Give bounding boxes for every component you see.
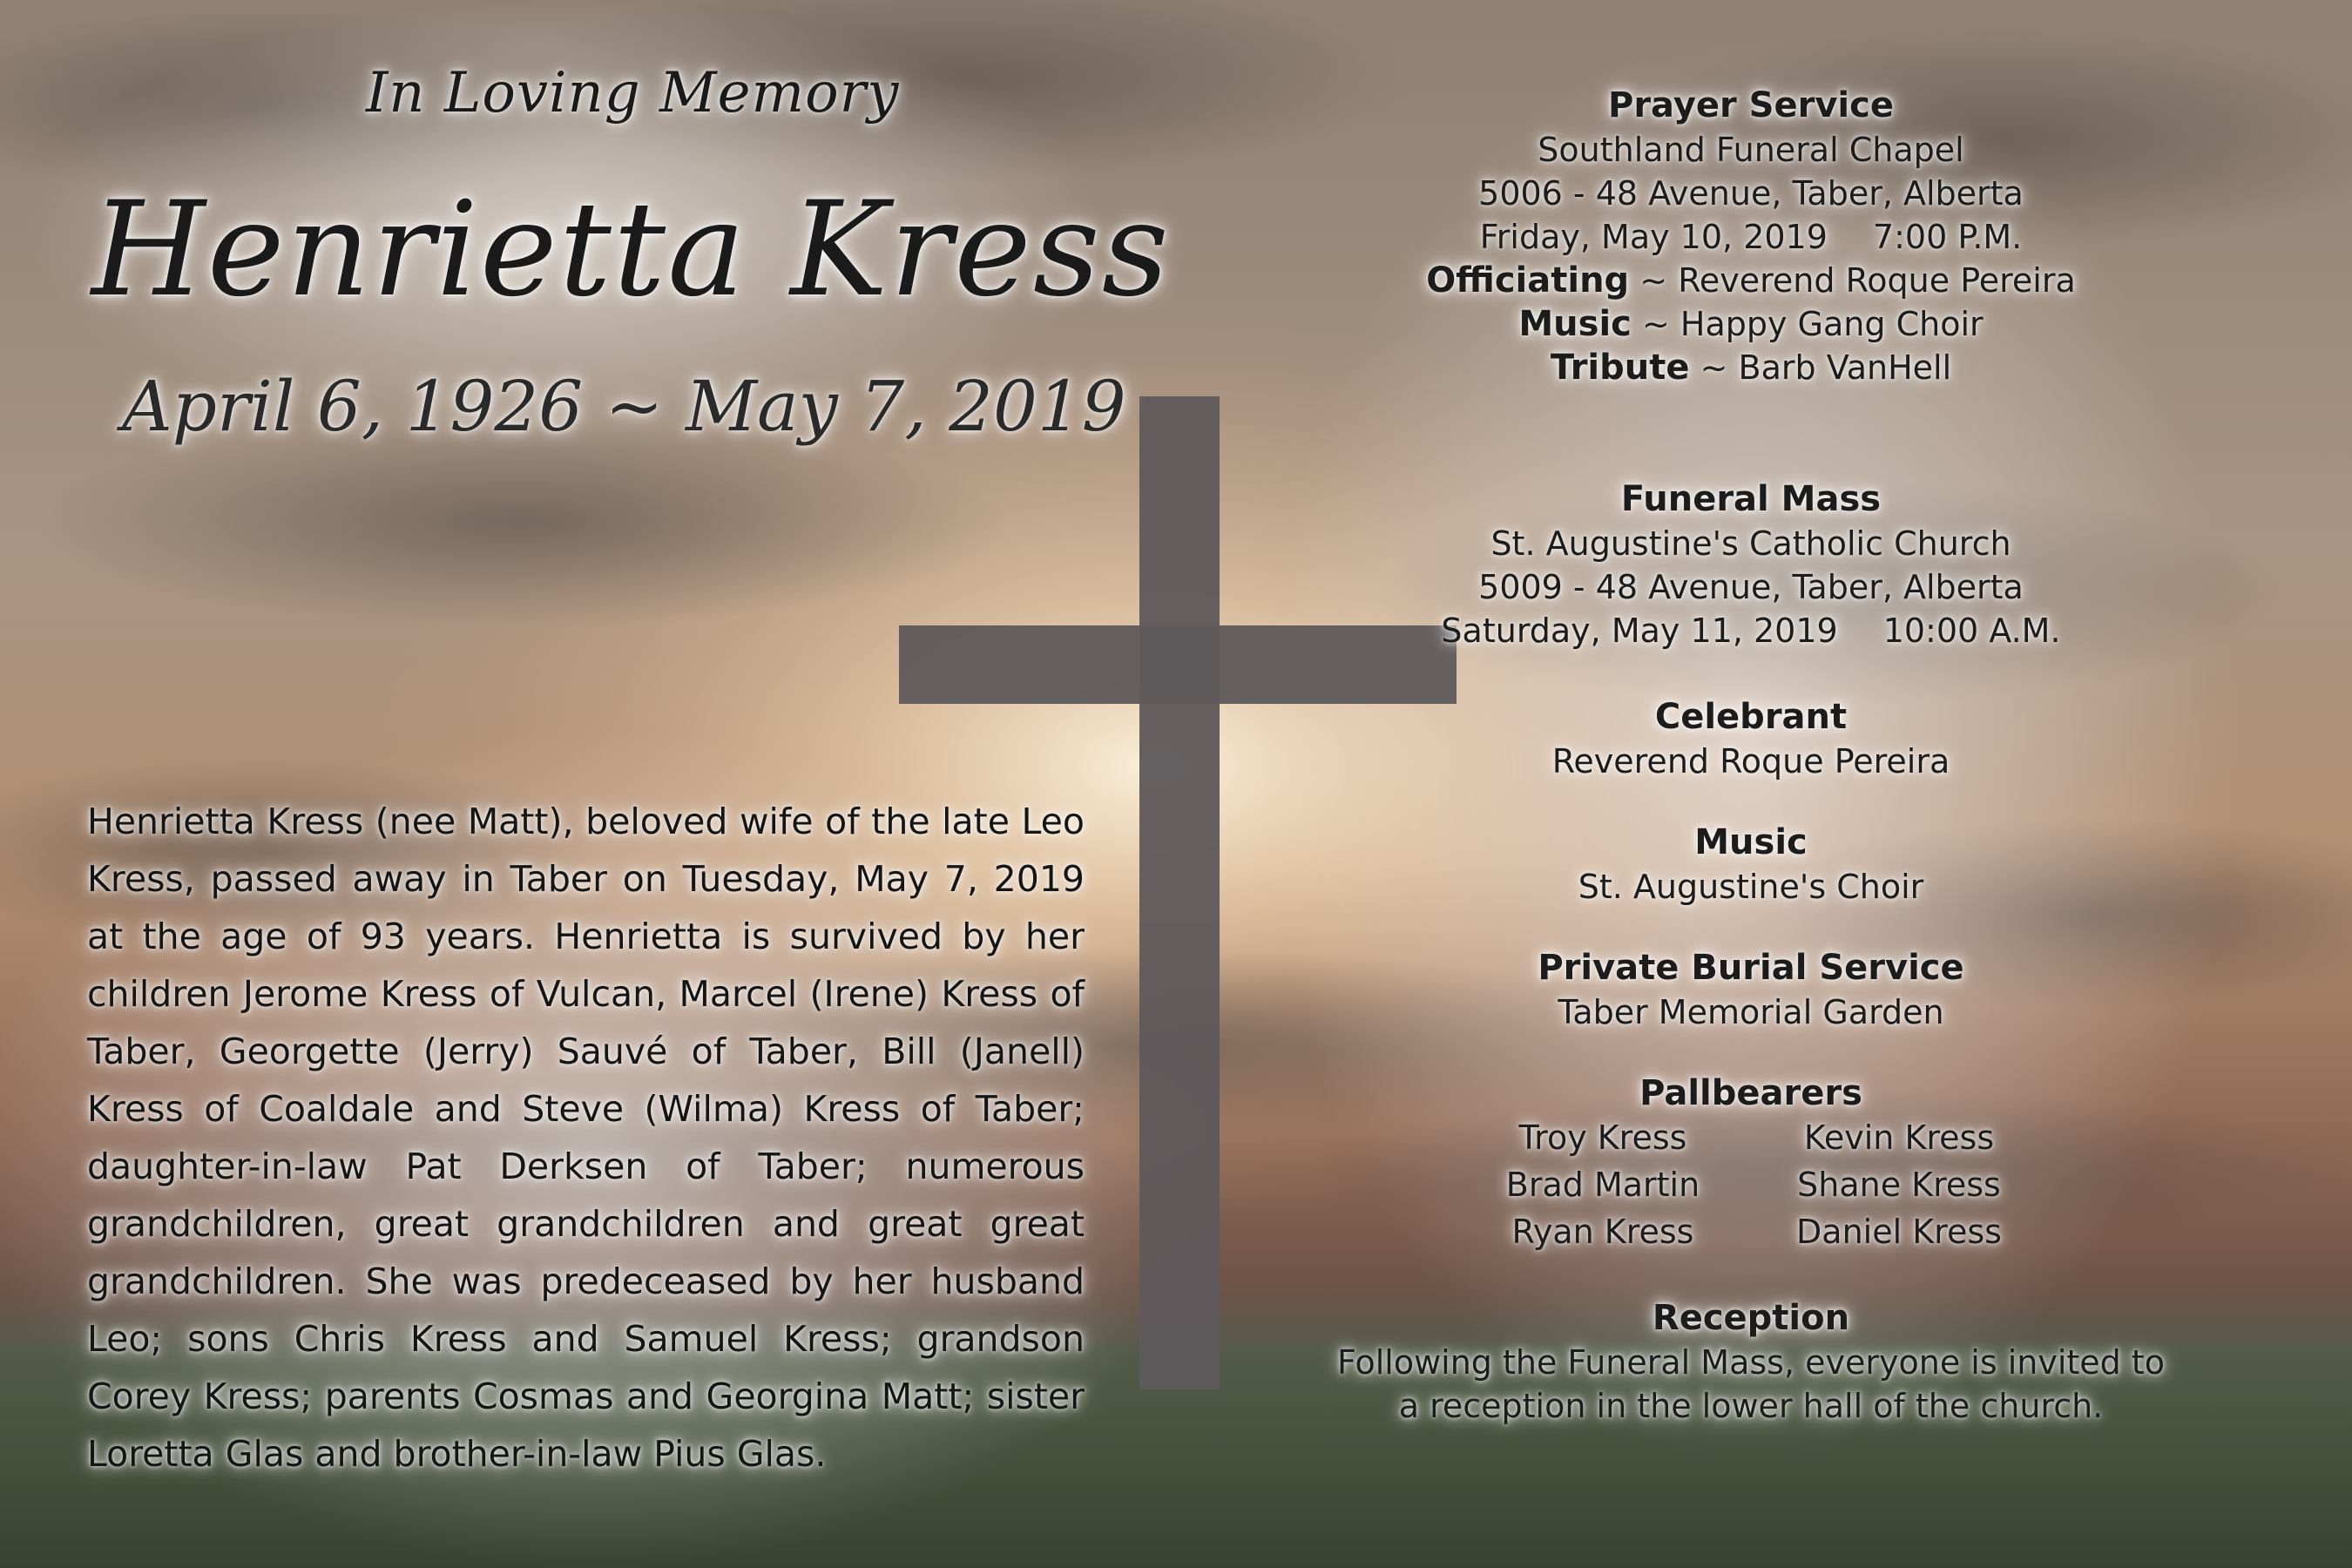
pallbearers-list <box>1307 1116 2195 1254</box>
pallbearer-name: Brad Martin <box>1505 1166 1700 1204</box>
reception-line-2: a reception in the lower hall of the church. <box>1398 1387 2104 1425</box>
tribute-value: ~ Barb VanHell <box>1700 348 1952 387</box>
burial-section <box>1307 945 2195 1034</box>
celebrant-section <box>1307 694 2195 783</box>
tribute-label: Tribute <box>1550 348 1690 388</box>
music-label: Music <box>1518 304 1632 344</box>
music-title: Music <box>1694 822 1808 862</box>
pallbearer-name: Daniel Kress <box>1796 1213 2002 1251</box>
funeral-mass-time: 10:00 A.M. <box>1882 612 2061 650</box>
officiating-value: ~ Reverend Roque Pereira <box>1639 261 2076 300</box>
pallbearer-name: Kevin Kress <box>1803 1119 1995 1157</box>
prayer-service-address: 5006 - 48 Avenue, Taber, Alberta <box>1478 174 2024 213</box>
officiating-label: Officiating <box>1426 260 1630 301</box>
pallbearer-name: Troy Kress <box>1518 1119 1687 1157</box>
prayer-service-venue: Southland Funeral Chapel <box>1538 131 1964 169</box>
prayer-service-title: Prayer Service <box>1608 85 1894 125</box>
funeral-mass-title: Funeral Mass <box>1620 479 1882 519</box>
prayer-service-datetime <box>1307 215 2195 259</box>
obituary-text: Henrietta Kress (nee Matt), beloved wife of the late Leo Kress, passed away in Taber on Tuesday, May 7, 2019 at the age of 93 years. Henrietta is survived by her children Jerome Kress of Vulcan, Marcel (Irene) Kress of Taber, Georgette (Jerry) Sauvé of Taber, Bill (Janell) Kress of Coaldale and Steve (Wilma) Kress of Taber; daughter-in-law Pat Derksen of Taber; numerous grandchildren, great grandchildren and great great grandchildren. She was predeceased by her husband Leo; sons Chris Kress and Samuel Kress; grandson Corey Kress; parents Cosmas and Georgina Matt; sister Loretta Glas and brother-in-law Pius Glas. <box>87 801 1085 1475</box>
reception-title: Reception <box>1652 1298 1850 1338</box>
reception-section <box>1307 1295 2195 1428</box>
pallbearers-title: Pallbearers <box>1639 1073 1862 1113</box>
music-section <box>1307 820 2195 909</box>
music-value: ~ Happy Gang Choir <box>1641 305 1984 343</box>
celebrant-value: Reverend Roque Pereira <box>1551 742 1950 781</box>
funeral-mass-venue: St. Augustine's Catholic Church <box>1490 524 2011 563</box>
funeral-mass-address: 5009 - 48 Avenue, Taber, Alberta <box>1478 568 2024 606</box>
funeral-mass-section <box>1307 476 2195 652</box>
music-line <box>1307 302 2195 346</box>
funeral-mass-date: Saturday, May 11, 2019 <box>1441 612 1838 650</box>
music-section-value: St. Augustine's Choir <box>1578 868 1924 906</box>
prayer-service-date: Friday, May 10, 2019 <box>1479 218 1828 256</box>
prayer-service-section <box>1307 83 2195 389</box>
celebrant-title: Celebrant <box>1654 697 1848 737</box>
pallbearer-name: Ryan Kress <box>1511 1213 1694 1251</box>
pallbearer-name: Shane Kress <box>1797 1166 2001 1204</box>
reception-line-1: Following the Funeral Mass, everyone is invited to <box>1336 1343 2166 1382</box>
burial-value: Taber Memorial Garden <box>1558 993 1944 1031</box>
life-dates: April 6, 1926 ~ May 7, 2019 <box>122 366 1126 447</box>
officiating-line <box>1307 259 2195 302</box>
service-details <box>1307 83 2195 1428</box>
funeral-mass-datetime <box>1307 609 2195 652</box>
deceased-name: Henrietta Kress <box>91 174 1171 326</box>
prayer-service-time: 7:00 P.M. <box>1872 218 2023 256</box>
in-loving-memory-heading: In Loving Memory <box>366 61 900 125</box>
pallbearers-section <box>1307 1071 2195 1254</box>
tribute-line <box>1307 346 2195 389</box>
burial-title: Private Burial Service <box>1538 948 1964 988</box>
